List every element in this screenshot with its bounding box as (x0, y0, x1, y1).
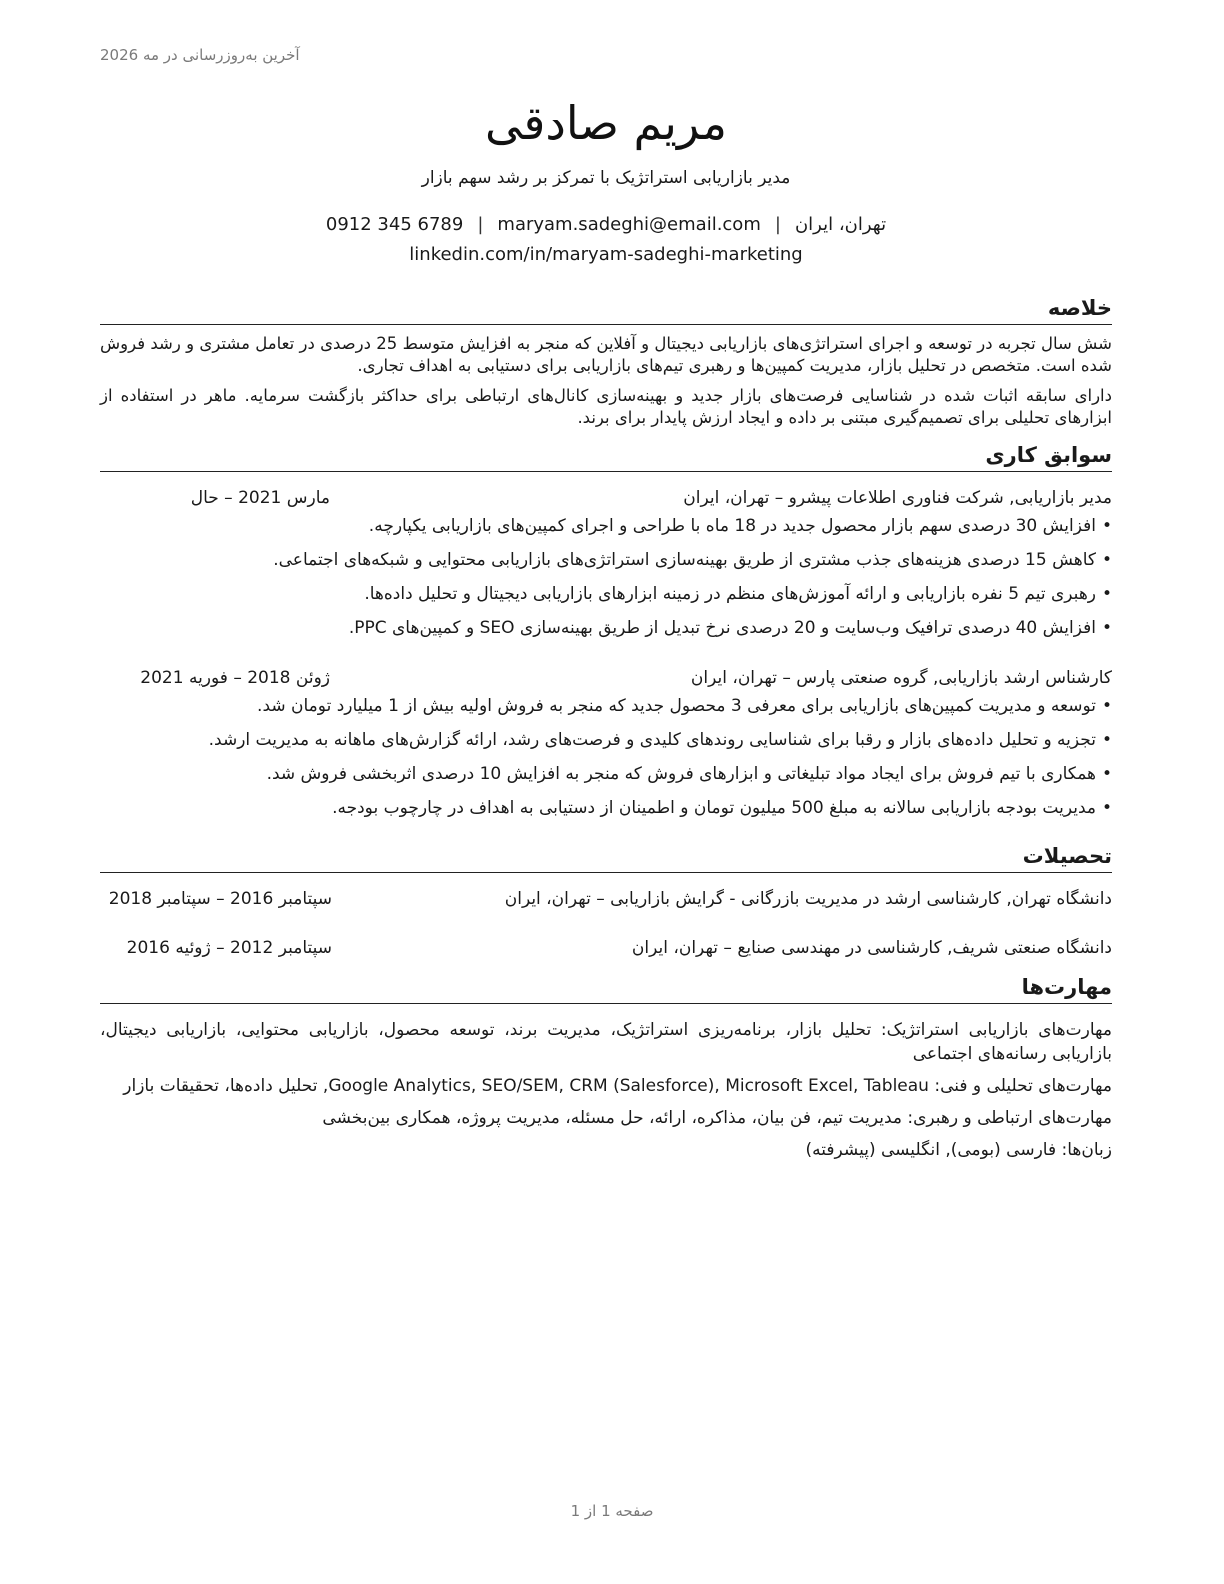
job-dates: مارس 2021 – حال (190, 488, 330, 508)
contact-separator: | (774, 214, 781, 235)
resume-content (100, 92, 1112, 1162)
education-dates: سپتامبر 2012 – ژوئیه 2016 (126, 938, 332, 958)
job-bullet: • رهبری تیم 5 نفره بازاریابی و ارائه آموزش‌های منظم در زمینه ابزارهای بازاریابی دیجیتال و تحلیل داده‌ها. (364, 584, 1112, 604)
bullet-dot-icon: • (1101, 550, 1112, 570)
job-header (100, 666, 1112, 690)
summary-body (100, 333, 1112, 429)
summary-paragraph: دارای سابقه اثبات شده در شناسایی فرصت‌های بازار جدید و بهینه‌سازی کانال‌های ارتباطی برای حداکثر بازگشت سرمایه. ماهر در استفاده از ابزارهای تحلیلی برای تصمیم‌گیری مبتنی بر داده و ایجاد ارزش پایدار برای برند. (100, 386, 1112, 427)
job-bullets (100, 694, 1112, 820)
job-header (100, 486, 1112, 510)
bullet-dot-icon: • (1101, 584, 1112, 604)
job-bullet: • توسعه و مدیریت کمپین‌های بازاریابی برای معرفی 3 محصول جدید که منجر به فروش اولیه بیش از 1 میلیارد تومان شد. (257, 696, 1112, 716)
contact-line-1 (100, 210, 1112, 240)
job-role-org: مدیر بازاریابی, شرکت فناوری اطلاعات پیشرو – تهران، ایران (683, 488, 1112, 508)
summary-title: خلاصه (100, 294, 1112, 325)
page-number: صفحه 1 از 1 (570, 1502, 654, 1520)
experience-title: سوابق کاری (100, 441, 1112, 472)
contact-email[interactable]: maryam.sadeghi@email.com (497, 214, 761, 235)
skills-line: مهارت‌های تحلیلی و فنی: Google Analytics, SEO/SEM, CRM (Salesforce), Microsoft Excel, Tableau, تحلیل داده‌ها، تحقیقات بازار (123, 1076, 1112, 1096)
summary-paragraph: شش سال تجربه در توسعه و اجرای استراتژی‌های بازاریابی دیجیتال و آفلاین که منجر به افزایش متوسط 25 درصدی در تعامل مشتری و رشد فروش شده است. متخصص در تحلیل بازار، مدیریت کمپین‌ها و رهبری تیم‌های بازاریابی برای دستیابی به اهداف تجاری. (100, 334, 1112, 375)
skills-line: مهارت‌های ارتباطی و رهبری: مدیریت تیم، فن بیان، مذاکره، ارائه، حل مسئله، مدیریت پروژه، همکاری بین‌بخشی (322, 1108, 1112, 1128)
last-updated-note: آخرین به‌روزرسانی در مه 2026 (100, 46, 300, 64)
bullet-dot-icon: • (1101, 696, 1112, 716)
bullet-dot-icon: • (1101, 618, 1112, 638)
contact-location: تهران، ایران (794, 214, 887, 235)
candidate-headline: مدیر بازاریابی استراتژیک با تمرکز بر رشد سهم بازار (421, 168, 791, 188)
job-bullets (100, 514, 1112, 640)
education-section (100, 842, 1112, 961)
job-role-org: کارشناس ارشد بازاریابی, گروه صنعتی پارس – تهران، ایران (690, 668, 1112, 688)
job-bullet: • افزایش 30 درصدی سهم بازار محصول جدید در 18 ماه با طراحی و اجرای کمپین‌های بازاریابی یکپارچه. (368, 516, 1112, 536)
bullet-dot-icon: • (1101, 516, 1112, 536)
bullet-dot-icon: • (1101, 798, 1112, 818)
job-bullet: • کاهش 15 درصدی هزینه‌های جذب مشتری از طریق بهینه‌سازی استراتژی‌های بازاریابی محتوایی و شبکه‌های اجتماعی. (273, 550, 1112, 570)
summary-section (100, 294, 1112, 429)
skills-body (100, 1018, 1112, 1162)
contact-linkedin[interactable]: linkedin.com/in/maryam-sadeghi-marketing (409, 244, 803, 265)
education-entry (100, 887, 1112, 912)
bullet-dot-icon: • (1101, 764, 1112, 784)
job-bullet: • تجزیه و تحلیل داده‌های بازار و رقبا برای شناسایی روندهای کلیدی و فرصت‌های رشد، ارائه گزارش‌های ماهانه به مدیریت ارشد. (208, 730, 1112, 750)
job-bullet: • همکاری با تیم فروش برای ایجاد مواد تبلیغاتی و ابزارهای فروش که منجر به افزایش 10 درصدی اثربخشی فروش شد. (266, 764, 1112, 784)
skills-title: مهارت‌ها (100, 973, 1112, 1004)
education-degree: دانشگاه تهران, کارشناسی ارشد در مدیریت بازرگانی - گرایش بازاریابی – تهران، ایران (504, 889, 1112, 909)
experience-section (100, 441, 1112, 820)
contact-line-2 (100, 240, 1112, 270)
education-degree: دانشگاه صنعتی شریف, کارشناسی در مهندسی صنایع – تهران، ایران (631, 938, 1112, 958)
job-entry (100, 486, 1112, 640)
contact-phone: 0912 345 6789 (325, 214, 464, 235)
candidate-name: مریم صادقی (485, 96, 727, 150)
skills-line: زبان‌ها: فارسی (بومی), انگلیسی (پیشرفته) (805, 1140, 1112, 1160)
skills-section (100, 973, 1112, 1162)
education-dates: سپتامبر 2016 – سپتامبر 2018 (108, 889, 332, 909)
education-entry (100, 936, 1112, 961)
skills-line: مهارت‌های بازاریابی استراتژیک: تحلیل بازار، برنامه‌ریزی استراتژیک، مدیریت برند، توسعه محصول، بازاریابی محتوایی، بازاریابی دیجیتال، بازاریابی رسانه‌های اجتماعی (100, 1020, 1112, 1064)
bullet-dot-icon: • (1101, 730, 1112, 750)
contact-separator: | (477, 214, 484, 235)
education-title: تحصیلات (100, 842, 1112, 873)
job-bullet: • مدیریت بودجه بازاریابی سالانه به مبلغ 500 میلیون تومان و اطمینان از دستیابی به اهداف در چارچوب بودجه. (332, 798, 1112, 818)
job-entry (100, 666, 1112, 820)
job-bullet: • افزایش 40 درصدی ترافیک وب‌سایت و 20 درصدی نرخ تبدیل از طریق بهینه‌سازی SEO و کمپین‌های PPC. (348, 618, 1112, 638)
contact-info (100, 210, 1112, 270)
job-dates: ژوئن 2018 – فوریه 2021 (140, 668, 330, 688)
